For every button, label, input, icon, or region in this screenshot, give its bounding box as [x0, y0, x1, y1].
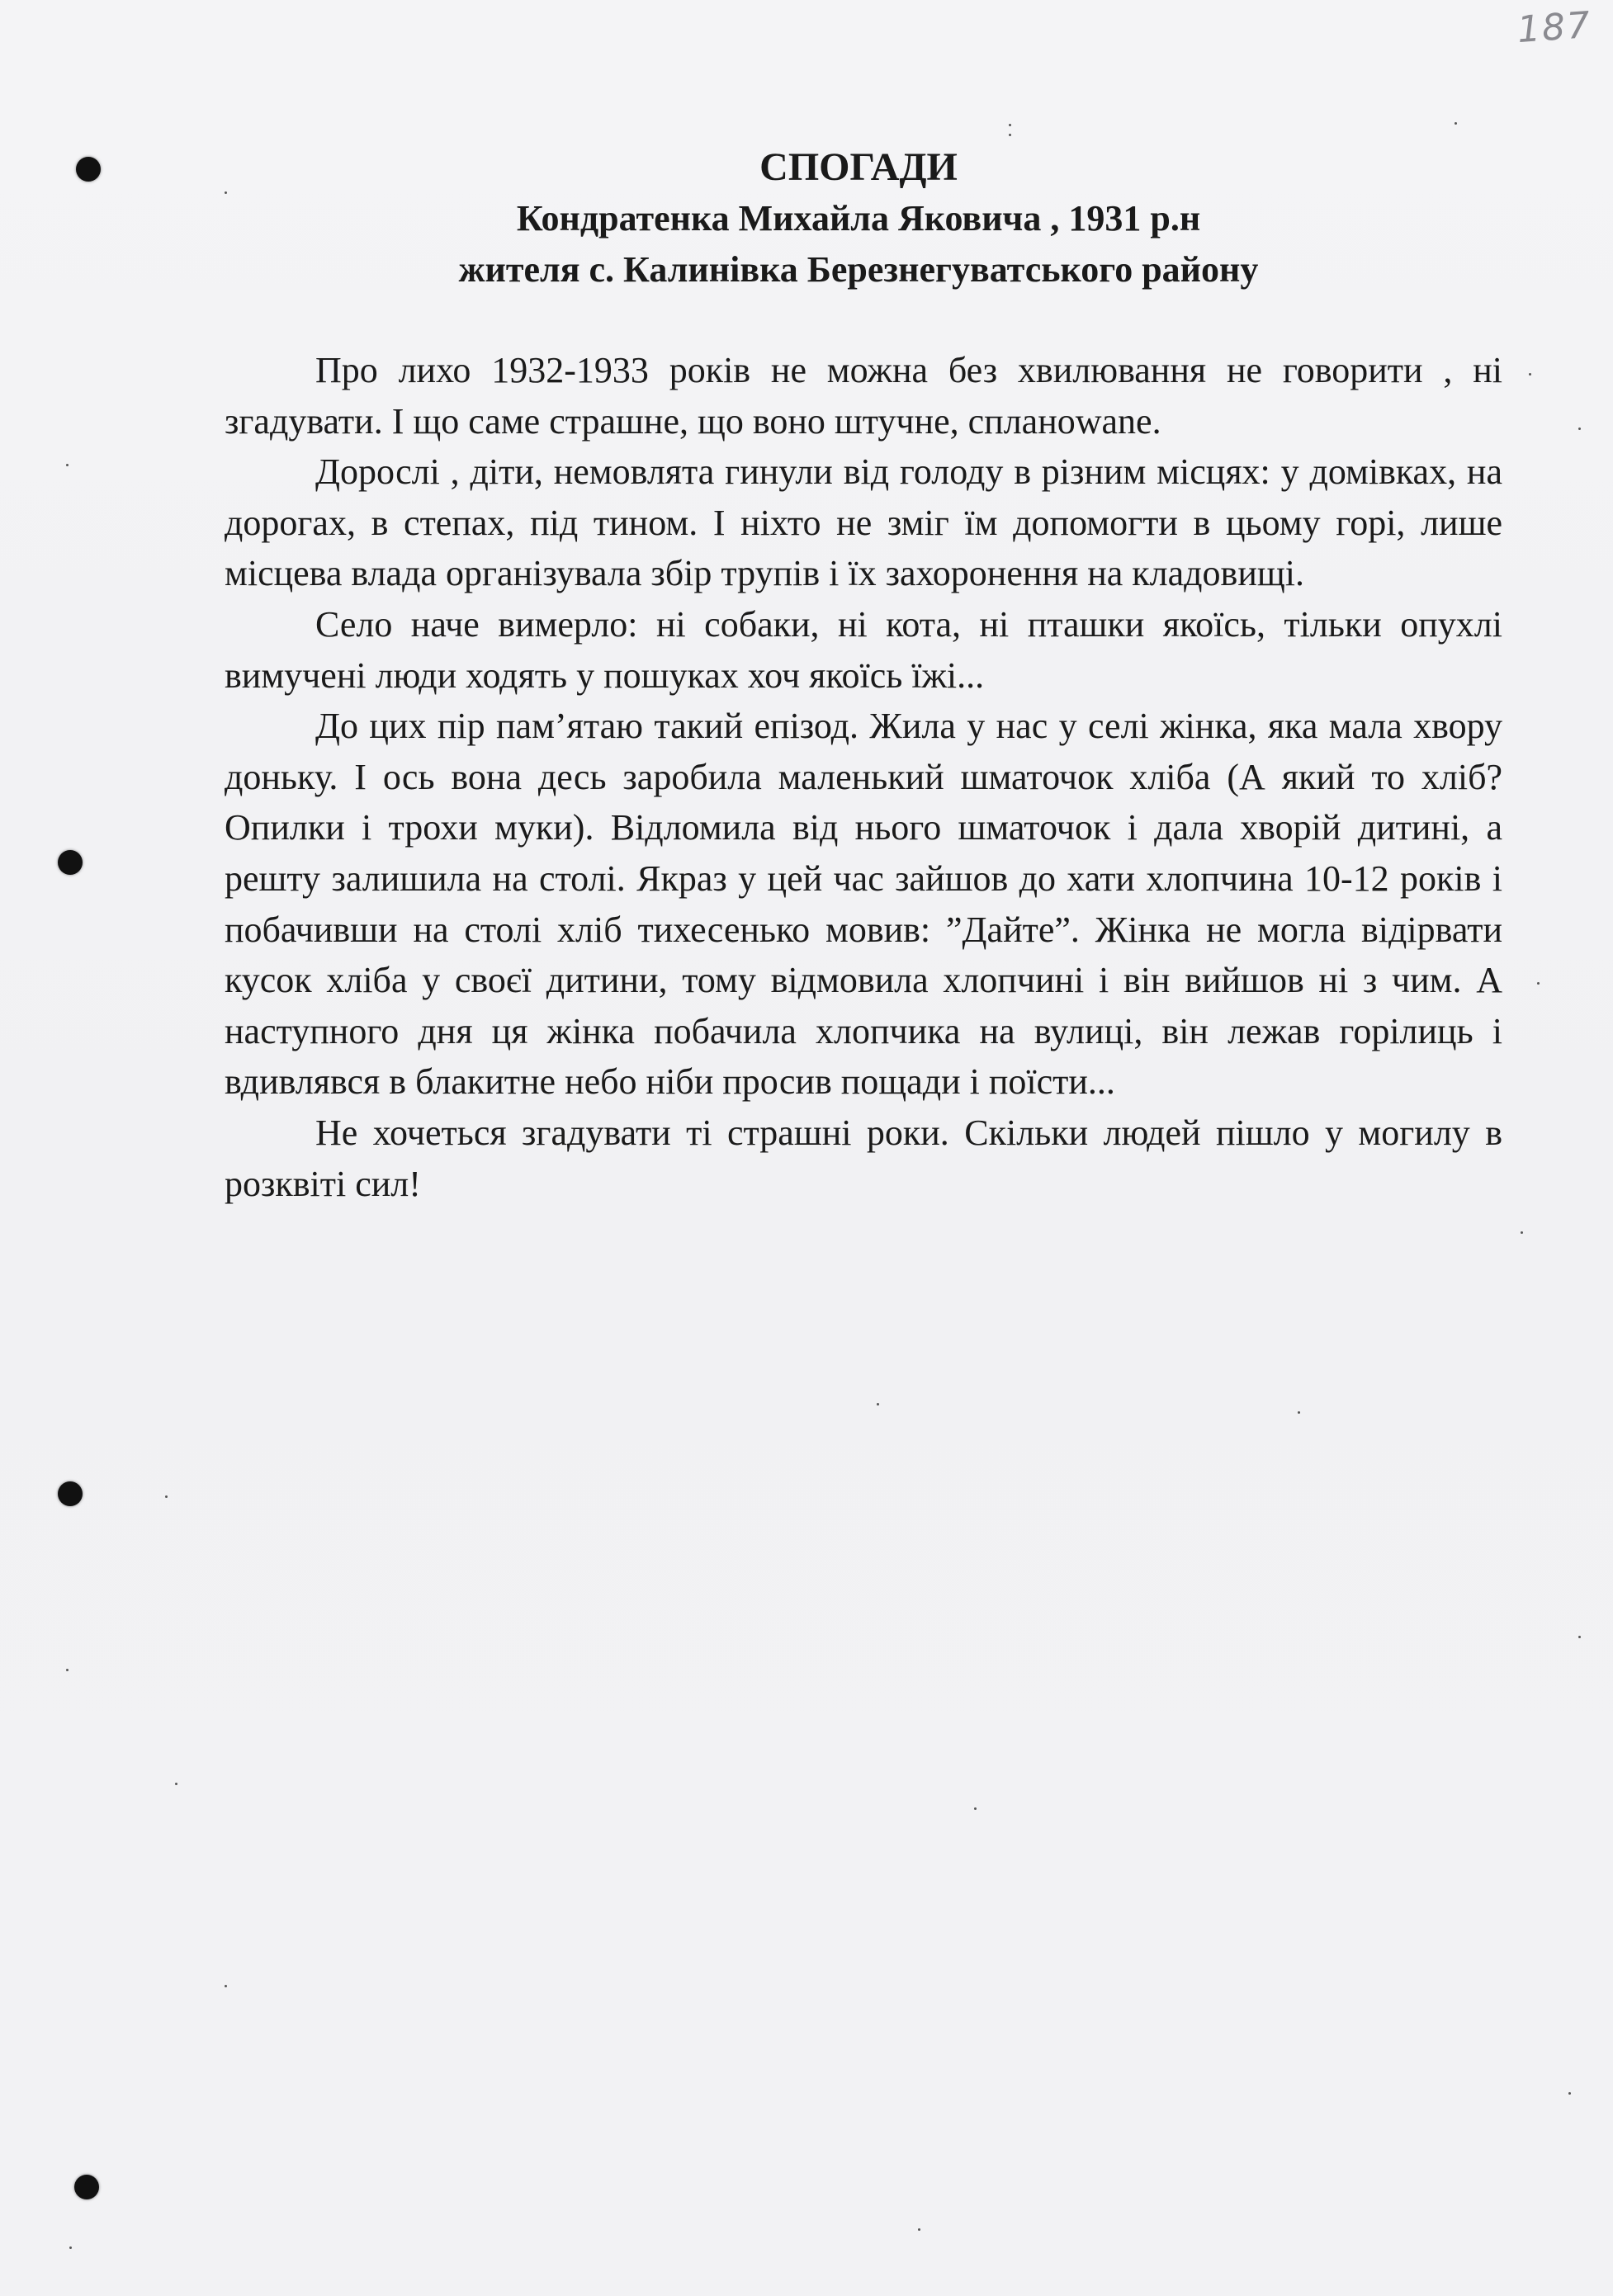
author-line: Кондратенка Михайла Яковича , 1931 р.н: [516, 198, 1201, 239]
paper-speck: [1568, 2092, 1571, 2095]
punch-hole: [58, 850, 83, 875]
paper-speck: [1009, 124, 1011, 126]
paper-speck: [1009, 134, 1011, 136]
paragraph: Про лихо 1932-1933 років не можна без хвилювання не говорити , ні згадувати. І що саме страшне, що воно штучне, спланowane.: [225, 350, 1502, 442]
paper-speck: [66, 464, 69, 466]
punch-hole: [74, 2175, 99, 2199]
paper-speck: [974, 1807, 977, 1810]
paragraph: Село наче вимерло: ні собаки, ні кота, ні пташки якоїсь, тільки опухлі вимучені люди ходять у пошуках хоч якоїсь їжі...: [225, 603, 1502, 696]
paper-speck: [1521, 1231, 1523, 1234]
paragraph: Не хочеться згадувати ті страшні роки. Скільки людей пішло у могилу в розквіті сил!: [225, 1112, 1502, 1204]
paper-speck: [1529, 373, 1531, 376]
punch-hole: [76, 157, 101, 182]
paper-speck: [1578, 428, 1581, 430]
paper-speck: [1298, 1411, 1300, 1414]
document-body: [225, 345, 1502, 1209]
paper-speck: [1455, 122, 1457, 125]
paragraph: Дорослі , діти, немовлята гинули від голоду в різним місцях: у домівках, на дорогах, в степах, під тином. І ніхто не зміг їм допомогти в цьому горі, лише місцева влада організувала збір трупів і їх захоронення на кладовищі.: [225, 451, 1502, 594]
paper-speck: [225, 1985, 227, 1987]
paper-speck: [165, 1495, 168, 1498]
page-number: 187: [1516, 3, 1593, 52]
paper-speck: [918, 2228, 920, 2231]
document-title: СПОГАДИ: [759, 145, 958, 189]
paper-speck: [225, 191, 227, 194]
paper-speck: [1578, 1636, 1581, 1638]
punch-hole: [58, 1481, 83, 1506]
residence-line: жителя с. Калинівка Березнегуватського району: [458, 249, 1259, 290]
paper-speck: [69, 2246, 72, 2249]
paper-speck: [1537, 982, 1540, 985]
paper-speck: [66, 1669, 69, 1671]
document-header: [248, 142, 1469, 295]
paper-speck: [877, 1403, 879, 1405]
paper-speck: [175, 1783, 177, 1785]
paragraph: До цих пір пам’ятаю такий епізод. Жила у нас у селі жінка, яка мала хвору доньку. І ось вона десь заробила маленький шматочок хліба (А який то хліб? Опилки і трохи муки). Відломила від нього шматочок і дала хворій дитині, а решту залишила на столі. Якраз у цей час зайшов до хати хлопчина 10-12 років і побачивши на столі хліб тихесенько мовив: ”Дайте”. Жінка не могла відірвати кусок хліба у своєї дитини, тому відмовила хлопчині і він вийшов ні з чим. А наступного дня ця жінка побачила хлопчика на вулиці, він лежав горілиць і вдивлявся в блакитне небо ніби просив пощади і поїсти...: [225, 706, 1502, 1103]
